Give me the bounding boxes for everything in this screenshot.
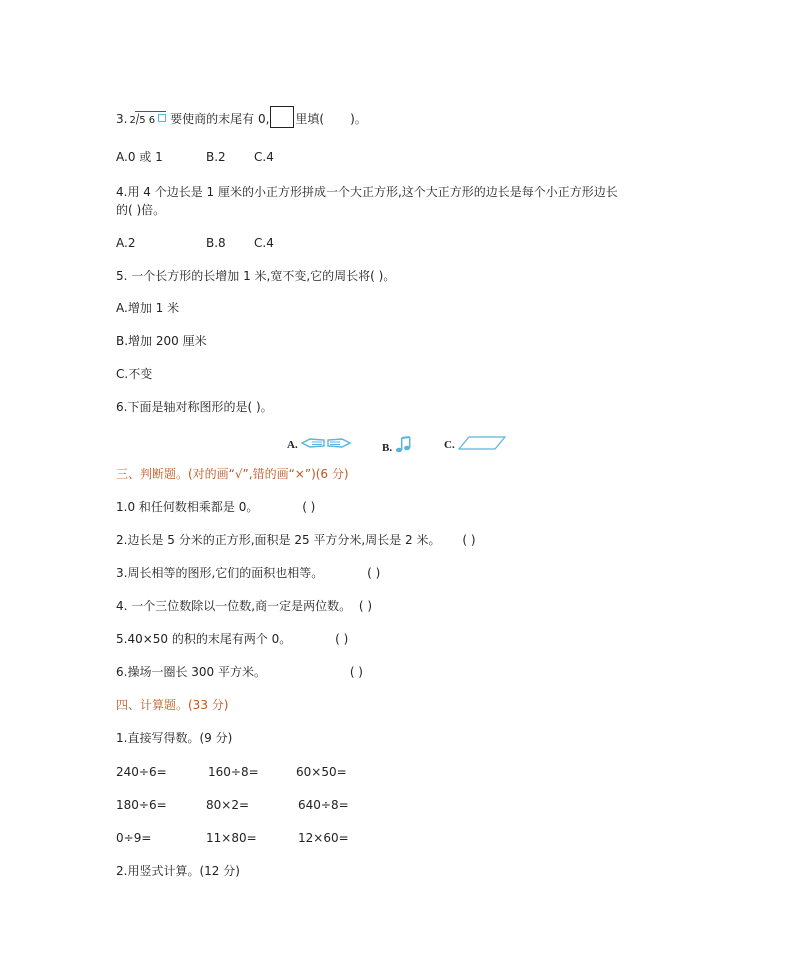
parallelogram-icon — [457, 436, 507, 450]
judge-item-2-answer[interactable]: ( ) — [462, 533, 476, 547]
q3-option-b[interactable]: B.2 — [206, 150, 226, 164]
calc-r3-c1: 0÷9= — [116, 831, 152, 845]
q6-option-a[interactable] — [287, 436, 352, 453]
q4-option-a[interactable]: A.2 — [116, 236, 136, 250]
q5-option-a[interactable]: A.增加 1 米 — [116, 301, 180, 315]
section-4-sub2: 2.用竖式计算。(12 分) — [116, 864, 240, 878]
q3-prefix: 3. — [116, 112, 128, 126]
judge-item-5-text: 5.40×50 的积的末尾有两个 0。 — [116, 632, 292, 646]
q4-line2: 的( )倍。 — [116, 203, 166, 217]
q6-option-b[interactable] — [382, 436, 411, 456]
blank-box-icon — [158, 114, 166, 122]
q5-option-c[interactable]: C.不变 — [116, 367, 153, 381]
calc-r2-c1: 180÷6= — [116, 798, 167, 812]
judge-item-6-text: 6.操场一圈长 300 平方米。 — [116, 665, 266, 679]
q3-option-a[interactable]: A.0 或 1 — [116, 150, 163, 164]
q5-option-b[interactable]: B.增加 200 厘米 — [116, 334, 207, 348]
q4-line1: 4.用 4 个边长是 1 厘米的小正方形拼成一个大正方形,这个大正方形的边长是每个小正方形边长 — [116, 185, 618, 199]
hands-icon — [300, 436, 352, 450]
calc-r2-c2: 80×2= — [206, 798, 250, 812]
judge-item-4-text: 4. 一个三位数除以一位数,商一定是两位数。 — [116, 599, 352, 613]
judge-item-5-answer[interactable]: ( ) — [335, 632, 349, 646]
q5-text: 5. 一个长方形的长增加 1 米,宽不变,它的周长将( )。 — [116, 269, 396, 283]
answer-box[interactable] — [270, 106, 294, 128]
music-note-icon — [395, 436, 411, 454]
q3-text-b: 里填( — [295, 112, 325, 126]
judge-item-3-answer[interactable]: ( ) — [367, 566, 381, 580]
calc-r1-c1: 240÷6= — [116, 765, 167, 779]
judge-item-1-text: 1.0 和任何数相乘都是 0。 — [116, 500, 259, 514]
q6-option-b-label: B. — [382, 442, 393, 454]
judge-item-1 — [116, 499, 315, 515]
judge-item-6-answer[interactable]: ( ) — [349, 665, 363, 679]
judge-item-4-answer[interactable]: ( ) — [358, 599, 373, 613]
q6-text: 6.下面是轴对称图形的是( )。 — [116, 400, 273, 414]
q4-option-b[interactable]: B.8 — [206, 236, 226, 250]
calc-r3-c3: 12×60= — [298, 831, 349, 845]
judge-item-6 — [116, 664, 363, 680]
q6-option-c[interactable] — [444, 436, 507, 453]
q3-dividend: 5 6 — [139, 115, 156, 126]
calc-r1-c2: 160÷8= — [208, 765, 259, 779]
judge-item-5 — [116, 631, 348, 647]
section-3-heading: 三、判断题。(对的画“√”,错的画“×”)(6 分) — [116, 467, 349, 481]
q3-text-c: )。 — [350, 112, 367, 126]
judge-item-1-answer[interactable]: ( ) — [302, 500, 316, 514]
q6-option-a-label: A. — [287, 439, 298, 451]
calc-r1-c3: 60×50= — [296, 765, 347, 779]
q4-option-c[interactable]: C.4 — [254, 236, 274, 250]
section-4-heading: 四、计算题。(33 分) — [116, 698, 229, 712]
q6-option-c-label: C. — [444, 439, 455, 451]
judge-item-3-text: 3.周长相等的图形,它们的面积也相等。 — [116, 566, 324, 580]
section-4-sub1: 1.直接写得数。(9 分) — [116, 731, 233, 745]
judge-item-4 — [116, 598, 372, 614]
long-division-symbol: 2/ 5 6 — [127, 113, 166, 129]
question-3 — [116, 106, 367, 129]
calc-r2-c3: 640÷8= — [298, 798, 349, 812]
q3-divisor: 2 — [129, 115, 136, 126]
judge-item-2-text: 2.边长是 5 分米的正方形,面积是 25 平方分米,周长是 2 米。 — [116, 533, 441, 547]
judge-item-3 — [116, 565, 380, 581]
q3-option-c[interactable]: C.4 — [254, 150, 274, 164]
calc-r3-c2: 11×80= — [206, 831, 257, 845]
judge-item-2 — [116, 532, 476, 548]
q3-text-a: 要使商的末尾有 0, — [170, 112, 270, 126]
